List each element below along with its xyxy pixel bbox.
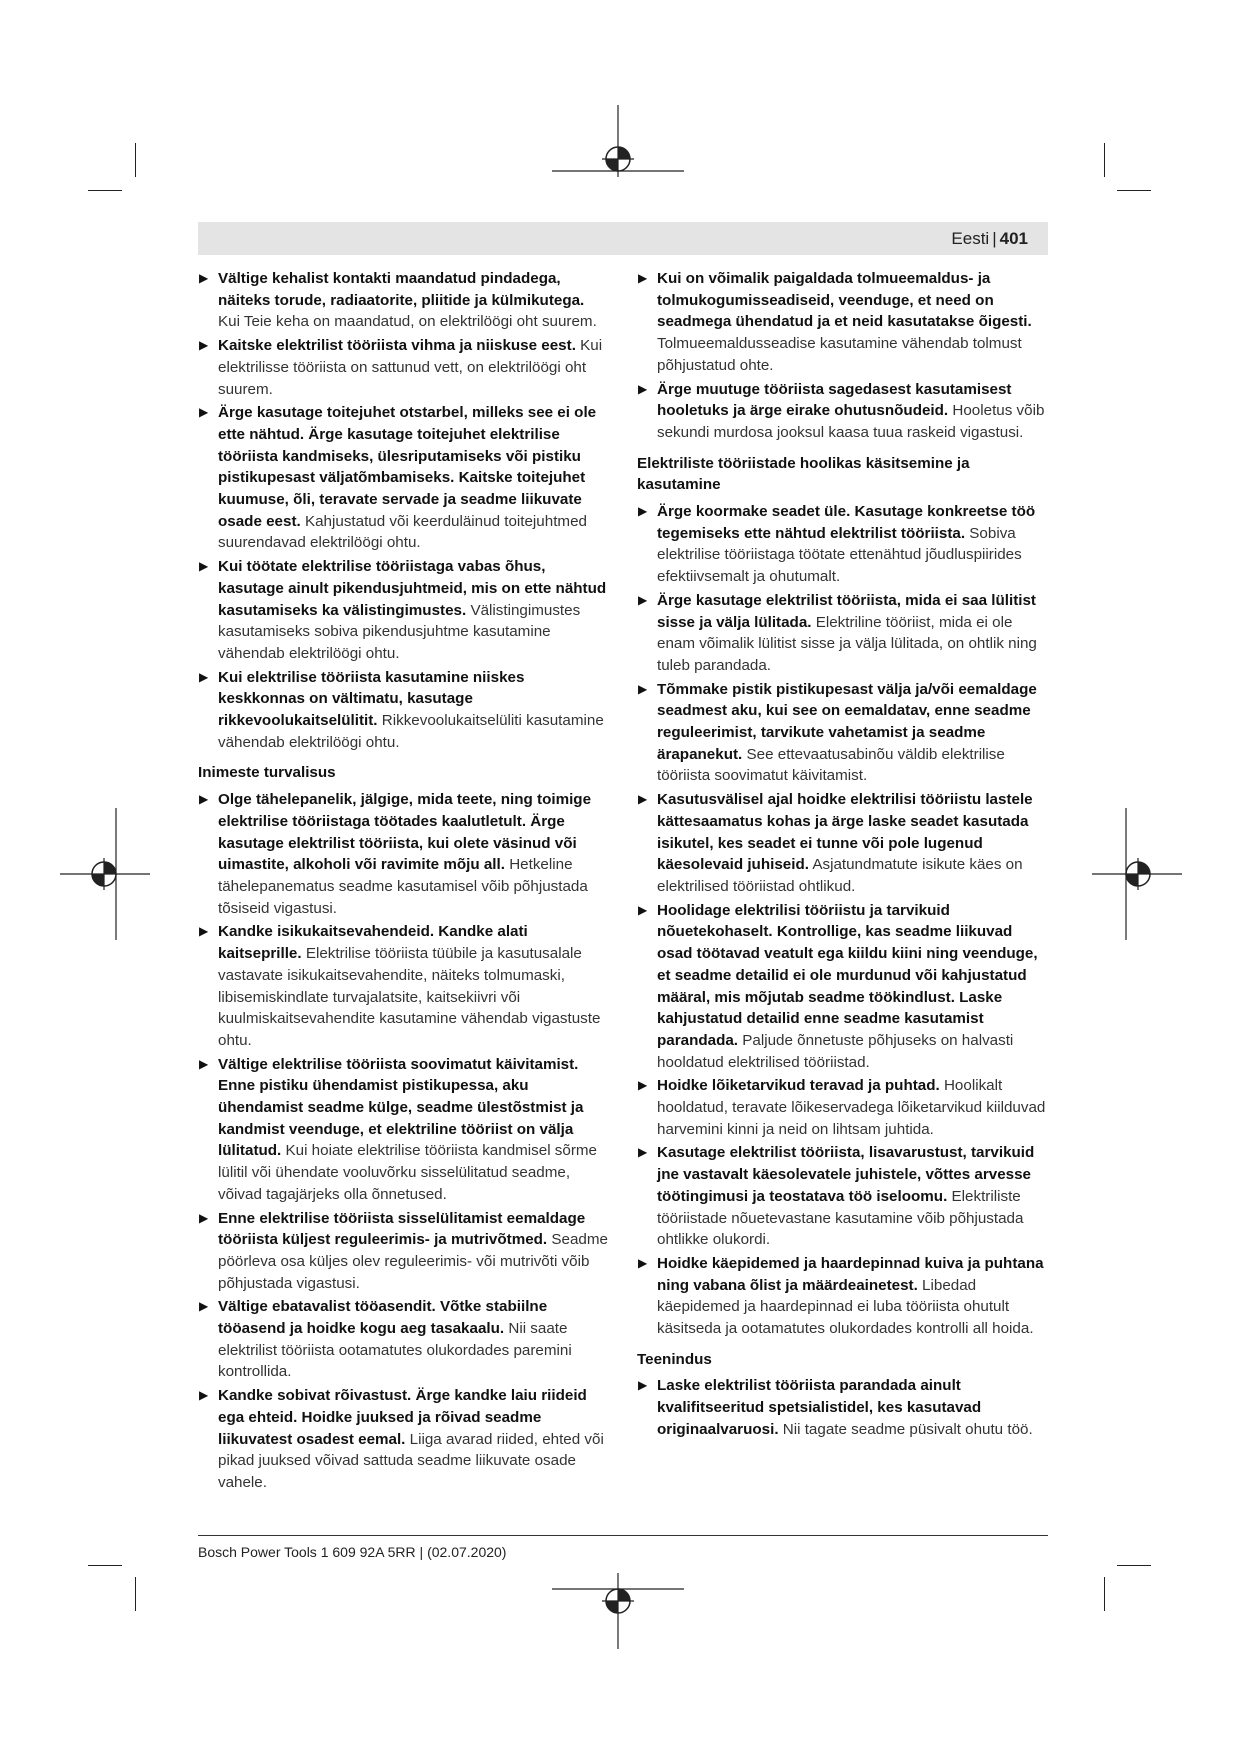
bullet-arrow-icon: ▶	[199, 1299, 209, 1314]
bullet-arrow-icon: ▶	[638, 592, 648, 607]
instruction-explanation: Hoolikalt hooldatud, teravate lõikeservadega lõiketarvikud kiilduvad harvemini kinni ja neid on lihtsam juhtida.	[657, 1077, 1046, 1138]
instruction-bold: Kaitske elektrilist tööriista vihma ja niiskuse eest.	[218, 337, 576, 355]
bullet-list	[637, 1375, 1047, 1440]
bullet-list	[637, 501, 1047, 1340]
list-item	[198, 1054, 608, 1206]
bullet-arrow-icon: ▶	[638, 681, 648, 696]
instruction-bold: Ärge muutuge tööriista sagedasest kasutamisest hooletuks ja ärge eirake ohutusnõudeid.	[657, 380, 1012, 420]
list-item	[198, 335, 608, 400]
instruction-explanation: Asjatundmatute isikute käes on elektrilised tööriistad ohtlikud.	[657, 856, 1023, 895]
instruction-explanation: Sobiva elektrilise tööriistaga töötate ettenähtud jõudluspiirides efektiivsemalt ja ohutumalt.	[657, 524, 1022, 586]
list-item	[198, 789, 608, 919]
crop-mark	[1117, 190, 1151, 191]
section-heading: Elektriliste tööriistade hoolikas käsitsemine ja kasutamine	[637, 454, 970, 494]
instruction-bold: Ärge koormake seadet üle. Kasutage konkreetse töö tegemiseks ette nähtud elektrilist tööriista.	[657, 503, 1036, 542]
list-item	[637, 590, 1047, 677]
instruction-explanation: Välistingimustes kasutamiseks sobiva pikendusjuhtme kasutamine vähendab elektrilöögi ohtu.	[218, 601, 581, 662]
list-item	[637, 900, 1047, 1074]
section-heading: Inimeste turvalisus	[198, 764, 336, 782]
bullet-arrow-icon: ▶	[199, 1210, 209, 1225]
crop-mark	[135, 1577, 136, 1611]
instruction-bold: Ärge kasutage elektrilist tööriista, mida ei saa lülitist sisse ja välja lülitada.	[657, 591, 1036, 631]
list-item	[198, 921, 608, 1051]
instruction-explanation: Elektriliste tööriistade nõuetevastane kasutamine võib põhjustada ohtlikke olukordi.	[657, 1187, 1024, 1249]
bullet-arrow-icon: ▶	[199, 669, 209, 684]
crop-mark	[135, 143, 136, 177]
instruction-explanation: Nii tagate seadme püsivalt ohutu töö.	[782, 1420, 1033, 1438]
section-heading: Teenindus	[637, 1350, 712, 1368]
instruction-explanation: Kui elektrilisse tööriista on sattunud vett, on elektrilöögi oht suurem.	[218, 337, 603, 398]
list-item	[637, 1375, 1047, 1440]
instruction-explanation: Nii saate elektrilist tööriista ootamatutes olukordades paremini kontrollida.	[218, 1320, 572, 1381]
instruction-explanation: Kui hoiate elektrilise tööriista kandmisel sõrme lülitil või ühendate vooluvõrku sisselülitatud seadme, võivad tagajärjeks olla õnnetused.	[218, 1142, 597, 1203]
instruction-bold: Kui töötate elektrilise tööriistaga vabas õhus, kasutage ainult pikendusjuhtmeid, mis on ette nähtud kasutamiseks ka välistingimustes.	[218, 558, 607, 619]
list-item	[198, 1208, 608, 1295]
instruction-explanation: See ettevaatusabinõu väldib elektrilise tööriista soovimatut käivitamist.	[657, 745, 1005, 785]
instruction-bold: Hoidke käepidemed ja haardepinnad kuiva ja puhtana ning vabana õlist ja määrdeainetest.	[657, 1254, 1044, 1294]
list-item	[637, 789, 1047, 898]
instruction-bold: Kui on võimalik paigaldada tolmueemaldus- ja tolmukogumisseadiseid, veenduge, et need on seadmega ühendatud ja et neid kasutatakse õigesti.	[657, 270, 1032, 331]
crop-mark	[1104, 143, 1105, 177]
bullet-list	[198, 268, 608, 753]
bullet-arrow-icon: ▶	[638, 271, 648, 285]
header-label: Eesti | 401	[951, 229, 1028, 248]
instruction-bold: Hoolidage elektrilisi tööriistu ja tarvikuid nõuetekohaselt. Kontrollige, kas seadme liikuvad osad töötavad veatult ega kiildu kiini ning veenduge, et seadme detailid ei ole murdunud või kahjustatud määral, mis mõjutab seadme töökindlust. Laske kahjustatud detailid enne seadme kasutamist parandada.	[657, 901, 1038, 1049]
bullet-arrow-icon: ▶	[199, 271, 209, 285]
bullet-arrow-icon: ▶	[638, 381, 648, 396]
instruction-explanation: Tolmueemaldusseadise kasutamine vähendab tolmust põhjustatud ohte.	[657, 335, 1022, 374]
list-item	[637, 1253, 1047, 1340]
bullet-arrow-icon: ▶	[199, 559, 209, 574]
instruction-bold: Laske elektrilist tööriista parandada ainult kvalifitseeritud spetsialistidel, kes kasutavad originaalvaruosi.	[657, 1377, 982, 1438]
instruction-bold: Vältige elektrilise tööriista soovimatut käivitamist. Enne pistiku ühendamist pistikupessa, aku ühendamist seadme külge, seadme ülestõstmist ja kandmist veenduge, et elektriline tööriist on välja lülitatud.	[218, 1055, 584, 1160]
instruction-explanation: Elektriline tööriist, mida ei ole enam võimalik lülitist sisse ja välja lülitada, on ohtlik ning tuleb parandada.	[657, 613, 1037, 674]
crop-mark	[1117, 1565, 1151, 1566]
bullet-arrow-icon: ▶	[638, 1378, 648, 1393]
list-item	[198, 268, 608, 333]
list-item	[637, 268, 1047, 377]
bullet-arrow-icon: ▶	[638, 792, 648, 807]
registration-mark-icon	[552, 105, 684, 235]
list-item	[198, 667, 608, 754]
instruction-bold: Hoidke lõiketarvikud teravad ja puhtad.	[657, 1077, 940, 1095]
list-item	[637, 1075, 1047, 1140]
instruction-explanation: Elektrilise tööriista tüübile ja kasutusalale vastavate isikukaitsevahendite, näiteks tolmumaski, libisemiskindlate turvajalatsite, kaitsekiivri või kuulmiskaitsevahendite kasutamine vähendab vigastuste ohtu.	[218, 945, 601, 1049]
bullet-list	[198, 789, 608, 1494]
instruction-bold: Tõmmake pistik pistikupesast välja ja/või eemaldage seadmest aku, kui see on eemaldatav, enne seadme reguleerimist, tarvikute vahetamist ja seadme ärapanekut.	[657, 680, 1037, 763]
bullet-arrow-icon: ▶	[199, 1388, 209, 1403]
footer-divider	[198, 1535, 1048, 1536]
list-item	[198, 1296, 608, 1383]
left-column	[198, 268, 608, 1496]
instruction-bold: Enne elektrilise tööriista sisselülitamist eemaldage tööriista küljest reguleerimis- ja mutrivõtmed.	[218, 1209, 586, 1249]
instruction-explanation: Libedad käepidemed ja haardepinnad ei luba tööriista ohutult käsitseda ja ootamatutes olukordades kontrolli all hoida.	[657, 1276, 1034, 1338]
instruction-explanation: Liiga avarad riided, ehted või pikad juuksed võivad sattuda seadme liikuvate osade vahele.	[218, 1430, 604, 1491]
bullet-arrow-icon: ▶	[199, 338, 209, 353]
list-item	[637, 679, 1047, 788]
bullet-arrow-icon: ▶	[638, 1145, 648, 1160]
header-language: Eesti	[951, 229, 990, 248]
instruction-bold: Kasutusvälisel ajal hoidke elektrilisi tööriistu lastele kättesaamatus kohas ja ärge laske seadet kasutada isikutel, kes seadet ei tunne või pole lugenud käesolevaid juhiseid.	[657, 791, 1033, 874]
list-item	[637, 1142, 1047, 1251]
registration-mark-icon	[60, 808, 150, 940]
right-column	[637, 268, 1047, 1443]
instruction-bold: Kandke isikukaitsevahendeid. Kandke alati kaitseprille.	[218, 923, 528, 963]
list-item	[198, 1385, 608, 1494]
registration-mark-icon	[552, 1573, 684, 1649]
instruction-bold: Ärge kasutage toitejuhet otstarbel, milleks see ei ole ette nähtud. Ärge kasutage toitejuhet elektrilise tööriista kandmiseks, ülesriputamiseks või pistiku pistikupesast väljatõmbamiseks. Kaitske toitejuhet kuumuse, õli, teravate servade ja seadme liikuvate osade eest.	[218, 404, 597, 530]
bullet-arrow-icon: ▶	[638, 902, 648, 917]
instruction-explanation: Kui Teie keha on maandatud, on elektrilöögi oht suurem.	[218, 313, 597, 331]
instruction-explanation: Rikkevoolukaitselüliti kasutamine vähendab elektrilöögi ohtu.	[218, 712, 604, 751]
bullet-arrow-icon: ▶	[199, 792, 209, 807]
bullet-arrow-icon: ▶	[199, 405, 209, 420]
instruction-explanation: Hetkeline tähelepanematus seadme kasutamisel võib põhjustada tõsiseid vigastusi.	[218, 856, 588, 917]
list-item	[198, 556, 608, 665]
instruction-bold: Kui elektrilise tööriista kasutamine niiskes keskkonnas on vältimatu, kasutage rikkevoolukaitselülitit.	[218, 668, 525, 730]
crop-mark	[1104, 1577, 1105, 1611]
bullet-arrow-icon: ▶	[199, 924, 209, 939]
instruction-bold: Vältige kehalist kontakti maandatud pindadega, näiteks torude, radiaatorite, pliitide ja külmikutega.	[218, 270, 585, 309]
instruction-bold: Kandke sobivat rõivastust. Ärge kandke laiu riideid ega ehteid. Hoidke juuksed ja rõivad seadme liikuvatest osadest eemal.	[218, 1387, 587, 1448]
page-header	[198, 222, 1048, 255]
bullet-arrow-icon: ▶	[638, 504, 648, 519]
list-item	[637, 379, 1047, 444]
instruction-explanation: Hooletus võib sekundi murdosa jooksul kaasa tuua raskeid vigastusi.	[657, 402, 1045, 441]
bullet-arrow-icon: ▶	[638, 1255, 648, 1270]
page-footer: Bosch Power Tools 1 609 92A 5RR | (02.07.2020)	[198, 1544, 507, 1560]
list-item	[198, 402, 608, 554]
bullet-arrow-icon: ▶	[638, 1078, 648, 1093]
registration-mark-icon	[1092, 808, 1182, 940]
bullet-list	[637, 268, 1047, 444]
list-item	[637, 501, 1047, 588]
page-number: 401	[999, 229, 1028, 248]
crop-mark	[88, 1565, 122, 1566]
crop-mark	[88, 190, 122, 191]
bullet-arrow-icon: ▶	[199, 1056, 209, 1071]
instruction-bold: Olge tähelepanelik, jälgige, mida teete, ning toimige elektrilise tööriistaga töötades kaalutletult. Ärge kasutage elektrilist tööriista, kui olete väsinud või uimastite, alkoholi või ravimite mõju all.	[218, 791, 592, 874]
instruction-bold: Kasutage elektrilist tööriista, lisavarustust, tarvikuid jne vastavalt käesolevatele juhistele, võttes arvesse töötingimusi ja teostatava töö iseloomu.	[657, 1144, 1035, 1205]
instruction-bold: Vältige ebatavalist tööasendit. Võtke stabiilne tööasend ja hoidke kogu aeg tasakaalu.	[218, 1298, 548, 1338]
instruction-explanation: Kahjustatud või keerduläinud toitejuhtmed suurendavad elektrilöögi ohtu.	[218, 512, 587, 552]
instruction-explanation: Seadme pöörleva osa küljes olev reguleerimis- või mutrivõti võib põhjustada vigastusi.	[218, 1231, 608, 1292]
instruction-explanation: Paljude õnnetuste põhjuseks on halvasti hooldatud elektrilised tööriistad.	[657, 1031, 1014, 1071]
